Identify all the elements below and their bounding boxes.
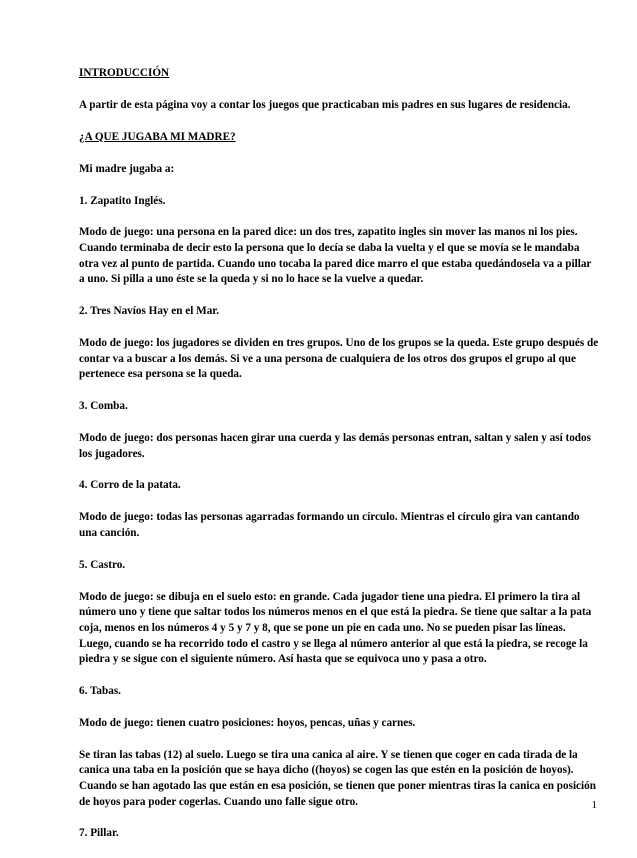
- game-rules-castro: Modo de juego: se dibuja en el suelo esto: en grande. Cada jugador tiene una piedra. El primero la tira al número uno y tiene que saltar todos los números menos en el que está la piedra. Se tiene que saltar a la pata coja, menos en los números 4 y 5 y 7 y 8, que se pone un pie en cada uno. No se pueden pisar las líneas. Luego, cuando se ha recorrido todo el castro y se llega al número anterior al que está la piedra, se recoge la piedra y se sigue con el siguiente número. Así hasta que se equivoca uno y pasa a otro.: [79, 590, 592, 666]
- game-title-zapatito-ingles: 1. Zapatito Inglés.: [79, 194, 166, 207]
- game-rules-tabas-play: Se tiran las tabas (12) al suelo. Luego se tira una canica al aire. Y se tienen que coger en cada tirada de la canica una taba en la posición que se haya dicho ((hoyos) se cogen las que estén en la posición de hoyos). Cuando se han agotado las que están en esa posición, se tienen que poner mientras tiras la canica en posición de hoyos para poder cogerlas. Cuando uno falle sigue otro.: [79, 748, 596, 808]
- game-title-pillar: 7. Pillar.: [79, 827, 119, 840]
- page-title: INTRODUCCIÓN: [79, 67, 170, 79]
- section-heading: ¿A QUE JUGABA MI MADRE?: [79, 130, 236, 143]
- page-number: 1: [591, 799, 597, 811]
- game-title-corro-patata: 4. Corro de la patata.: [79, 479, 181, 492]
- game-rules-tabas-positions: Modo de juego: tienen cuatro posiciones: hoyos, pencas, uñas y carnes.: [79, 716, 416, 729]
- game-title-comba: 3. Comba.: [79, 400, 128, 413]
- game-rules-zapatito-ingles: Modo de juego: una persona en la pared dice: un dos tres, zapatito ingles sin mover las manos ni los pies. Cuando terminaba de decir esto la persona que lo decía se daba la vuelta y el que se movía se le mandaba otra vez al punto de partida. Cuando uno tocaba la pared dice marro el que estaba quedándosela va a pillar a uno. Si pilla a uno éste se la queda y si no lo hace se la vuelve a quedar.: [79, 226, 592, 286]
- section-intro: Mi madre jugaba a:: [79, 162, 175, 175]
- document-content: [79, 66, 599, 858]
- game-title-tabas: 6. Tabas.: [79, 685, 121, 697]
- game-rules-corro-patata: Modo de juego: todas las personas agarradas formando un círculo. Mientras el círculo gira van cantando una canción.: [79, 511, 580, 539]
- game-rules-comba: Modo de juego: dos personas hacen girar una cuerda y las demás personas entran, saltan y salen y así todos los jugadores.: [79, 431, 591, 460]
- game-title-tres-navios: 2. Tres Navíos Hay en el Mar.: [79, 305, 220, 318]
- intro-paragraph: A partir de esta página voy a contar los juegos que practicaban mis padres en sus lugares de residencia.: [79, 98, 571, 111]
- game-title-castro: 5. Castro.: [79, 558, 126, 571]
- game-rules-tres-navios: Modo de juego: los jugadores se dividen en tres grupos. Uno de los grupos se la queda. Este grupo después de contar va a buscar a los demás. Si ve a una persona de cualquiera de los otros dos grupos el grupo al que pertenece esa persona se la queda.: [79, 337, 599, 381]
